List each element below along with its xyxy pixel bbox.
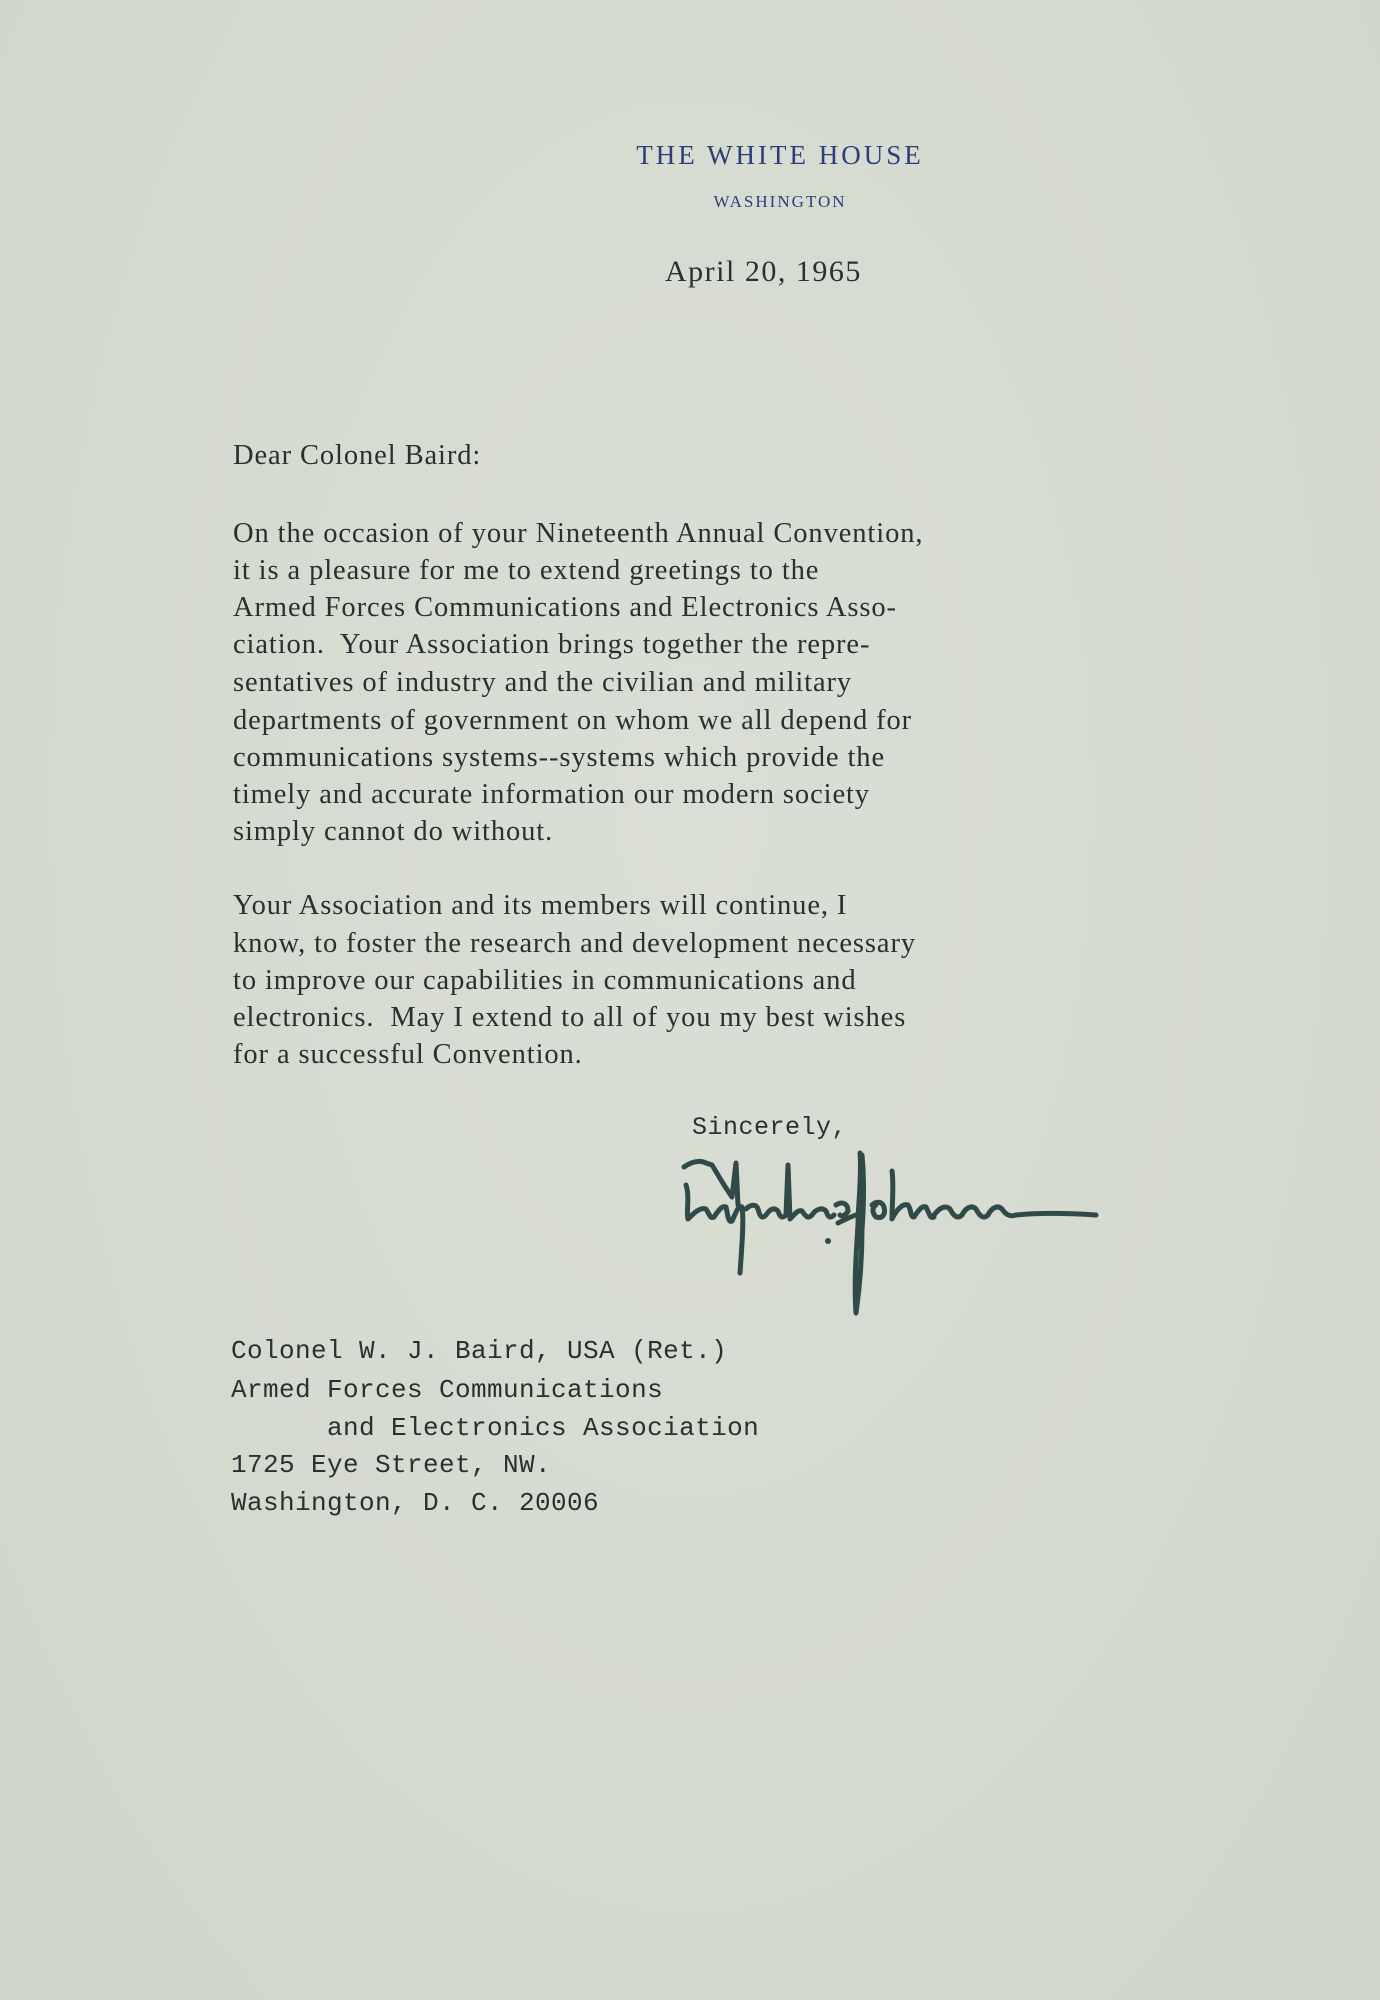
- body-line: timely and accurate information our modern society: [233, 779, 870, 810]
- body-line: know, to foster the research and development necessary: [233, 928, 917, 959]
- body-line: simply cannot do without.: [233, 816, 554, 847]
- body-line: sentatives of industry and the civilian and military: [233, 667, 853, 698]
- address-line: Colonel W. J. Baird, USA (Ret.): [231, 1336, 728, 1366]
- signature: [676, 1145, 1106, 1320]
- body-line: to improve our capabilities in communications and: [233, 965, 857, 996]
- body-line: Armed Forces Communications and Electronics Asso-: [233, 592, 897, 623]
- body-line: departments of government on whom we all depend for: [233, 705, 913, 736]
- letter-date: April 20, 1965: [665, 255, 862, 288]
- body-line: it is a pleasure for me to extend greetings to the: [233, 555, 820, 586]
- letterhead-city: WASHINGTON: [713, 192, 847, 211]
- address-line: 1725 Eye Street, NW.: [231, 1450, 552, 1480]
- letterhead-title: THE WHITE HOUSE: [636, 140, 924, 170]
- salutation: Dear Colonel Baird:: [233, 440, 482, 471]
- body-line: ciation. Your Association brings together the repre-: [233, 629, 871, 660]
- body-line: Your Association and its members will continue, I: [233, 890, 848, 921]
- closing: Sincerely,: [692, 1113, 848, 1142]
- address-line: Washington, D. C. 20006: [231, 1488, 600, 1518]
- address-line: Armed Forces Communications: [231, 1375, 664, 1405]
- body-line: On the occasion of your Nineteenth Annual Convention,: [233, 518, 924, 549]
- body-line: electronics. May I extend to all of you my best wishes: [233, 1002, 907, 1033]
- body-line: for a successful Convention.: [233, 1039, 583, 1070]
- address-line: and Electronics Association: [231, 1413, 760, 1443]
- body-line: communications systems--systems which provide the: [233, 742, 886, 773]
